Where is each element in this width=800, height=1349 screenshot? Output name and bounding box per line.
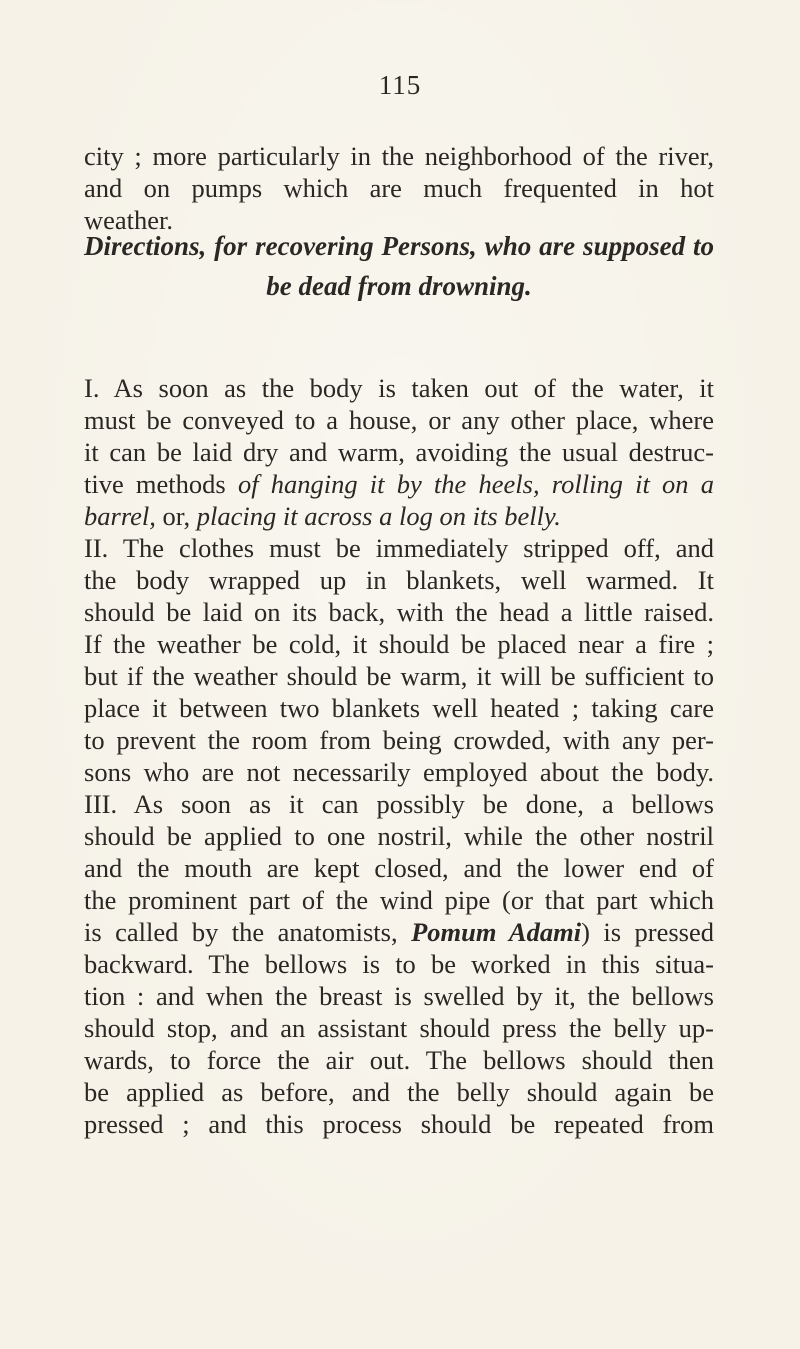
directions-body bbox=[84, 372, 714, 1140]
text-line: If the weather be cold, it should be placed near a fire ; bbox=[84, 629, 714, 659]
text-line: wards, to force the air out. The bellows should then bbox=[84, 1045, 714, 1075]
text-line: the body wrapped up in blankets, well warmed. It bbox=[84, 565, 714, 595]
text-line bbox=[84, 468, 714, 500]
text-line: backward. The bellows is to be worked in this situa- bbox=[84, 949, 714, 979]
section-heading bbox=[84, 226, 714, 306]
text-run: is called by the anatomists, bbox=[84, 917, 412, 947]
text-line: place it between two blankets well heated ; taking care bbox=[84, 693, 714, 723]
text-line: be applied as before, and the belly should again be bbox=[84, 1077, 714, 1107]
text-line: city ; more particularly in the neighborhood of the river, bbox=[84, 141, 714, 171]
text-run: tive methods bbox=[84, 469, 238, 499]
text-line: should stop, and an assistant should press the belly up- bbox=[84, 1013, 714, 1043]
text-line: pressed ; and this process should be repeated from bbox=[84, 1109, 714, 1139]
text-line: II. The clothes must be immediately stripped off, and bbox=[84, 533, 714, 563]
text-line: and the mouth are kept closed, and the lower end of bbox=[84, 853, 714, 883]
text-run: ) is pressed bbox=[581, 917, 714, 947]
text-line: the prominent part of the wind pipe (or that part which bbox=[84, 885, 714, 915]
text-line: sons who are not necessarily employed about the body. bbox=[84, 757, 714, 787]
text-line: must be conveyed to a house, or any other place, where bbox=[84, 405, 714, 435]
text-line: and on pumps which are much frequented in hot bbox=[84, 173, 714, 203]
italic-run: Pomum Adami bbox=[411, 917, 582, 947]
text-line: but if the weather should be warm, it will be sufficient to bbox=[84, 661, 714, 691]
heading-line-1: Directions, for recovering Persons, who are supposed to bbox=[84, 231, 714, 261]
heading-line-2: be dead from drowning. bbox=[266, 271, 532, 301]
page-number: 115 bbox=[378, 70, 422, 100]
italic-run: placing it across a log on its belly. bbox=[196, 501, 561, 531]
text-line: should be laid on its back, with the head a little raised. bbox=[84, 597, 714, 627]
text-line bbox=[84, 916, 714, 948]
text-line: I. As soon as the body is taken out of the water, it bbox=[84, 373, 714, 403]
text-line: tion : and when the breast is swelled by it, the bellows bbox=[84, 981, 714, 1011]
text-line: it can be laid dry and warm, avoiding the usual destruc- bbox=[84, 437, 714, 467]
italic-run: of hanging it by the heels, rolling it on a bbox=[237, 469, 714, 499]
text-line bbox=[84, 500, 714, 532]
text-line: to prevent the room from being crowded, with any per- bbox=[84, 725, 714, 755]
italic-run: barrel, bbox=[84, 501, 156, 531]
text-line: III. As soon as it can possibly be done, a bellows bbox=[84, 789, 714, 819]
intro-paragraph bbox=[84, 140, 714, 236]
text-run: or, bbox=[155, 501, 197, 531]
text-line: should be applied to one nostril, while the other nostril bbox=[84, 821, 714, 851]
text-line: weather. bbox=[84, 205, 174, 235]
